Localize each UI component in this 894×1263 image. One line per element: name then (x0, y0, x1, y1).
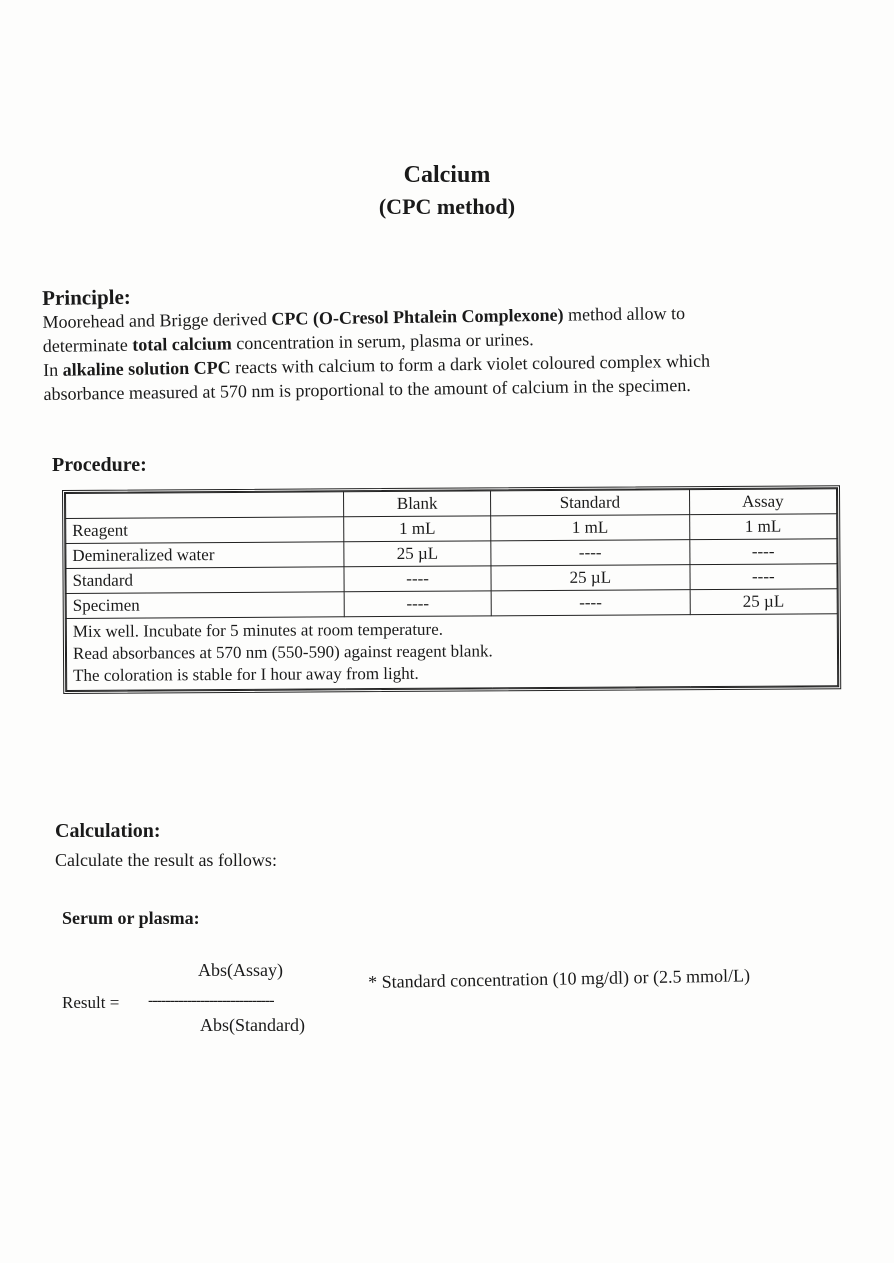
formula-multiplier: * Standard concentration (10 mg/dl) or (2.5 mmol/L) (368, 965, 751, 992)
bold-text: CPC (193, 357, 231, 378)
table-cell: 1 mL (344, 516, 491, 542)
table-cell: ---- (344, 566, 491, 592)
bold-text: total calcium (132, 333, 232, 355)
row-label-demineralized-water: Demineralized water (66, 542, 344, 569)
procedure-heading: Procedure: (52, 454, 147, 476)
row-label-standard: Standard (66, 567, 344, 594)
principle-section (42, 275, 844, 406)
table-cell: ---- (344, 591, 491, 617)
table-cell: ---- (689, 564, 837, 590)
calculation-intro: Calculate the result as follows: (55, 850, 277, 870)
note-line: The coloration is stable for I hour away from light. (73, 663, 419, 685)
table-cell: ---- (689, 539, 837, 565)
text: determinate (42, 334, 133, 356)
table-cell: 25 µL (491, 565, 690, 591)
procedure-notes (66, 614, 837, 691)
principle-heading: Principle: (42, 284, 131, 310)
table-cell: 1 mL (689, 514, 837, 540)
bold-text: alkaline solution (62, 357, 190, 380)
text: concentration in serum, plasma or urines. (231, 329, 534, 354)
text: Moorehead and Brigge derived (42, 308, 272, 332)
document-subtitle: (CPC method) (378, 194, 516, 219)
column-header-blank: Blank (344, 491, 491, 517)
table-cell: ---- (491, 540, 690, 566)
column-header-assay: Assay (689, 489, 837, 515)
document-title: Calcium (403, 162, 491, 188)
table-cell: 25 µL (344, 541, 491, 567)
table-cell: ---- (491, 590, 690, 616)
bold-text: CPC (O-Cresol Phtalein Complexone) (271, 304, 564, 329)
row-label-specimen: Specimen (66, 592, 344, 619)
table-notes-row (66, 614, 837, 691)
note-line: Read absorbances at 570 nm (550-590) against reagent blank. (72, 641, 493, 663)
table-corner-cell (66, 492, 344, 519)
table-cell: 1 mL (491, 515, 690, 541)
text: method allow to (563, 303, 686, 325)
note-line: Mix well. Incubate for 5 minutes at room temperature. (72, 619, 444, 641)
formula-denominator: Abs(Standard) (200, 1015, 305, 1035)
formula-result-label: Result = (62, 993, 120, 1012)
procedure-table (62, 485, 841, 694)
formula-fraction-line: ----------------------------- (148, 992, 274, 1009)
serum-plasma-heading: Serum or plasma: (62, 908, 200, 928)
principle-line-4: absorbance measured at 570 nm is proportional to the amount of calcium in the specimen. (43, 374, 691, 404)
calculation-heading: Calculation: (55, 820, 161, 842)
column-header-standard: Standard (491, 490, 690, 516)
formula-numerator: Abs(Assay) (198, 960, 283, 980)
row-label-reagent: Reagent (66, 517, 344, 544)
text: In (43, 359, 63, 380)
text: reacts with calcium to form a dark violet coloured complex which (230, 350, 711, 378)
table-cell: 25 µL (690, 589, 838, 615)
